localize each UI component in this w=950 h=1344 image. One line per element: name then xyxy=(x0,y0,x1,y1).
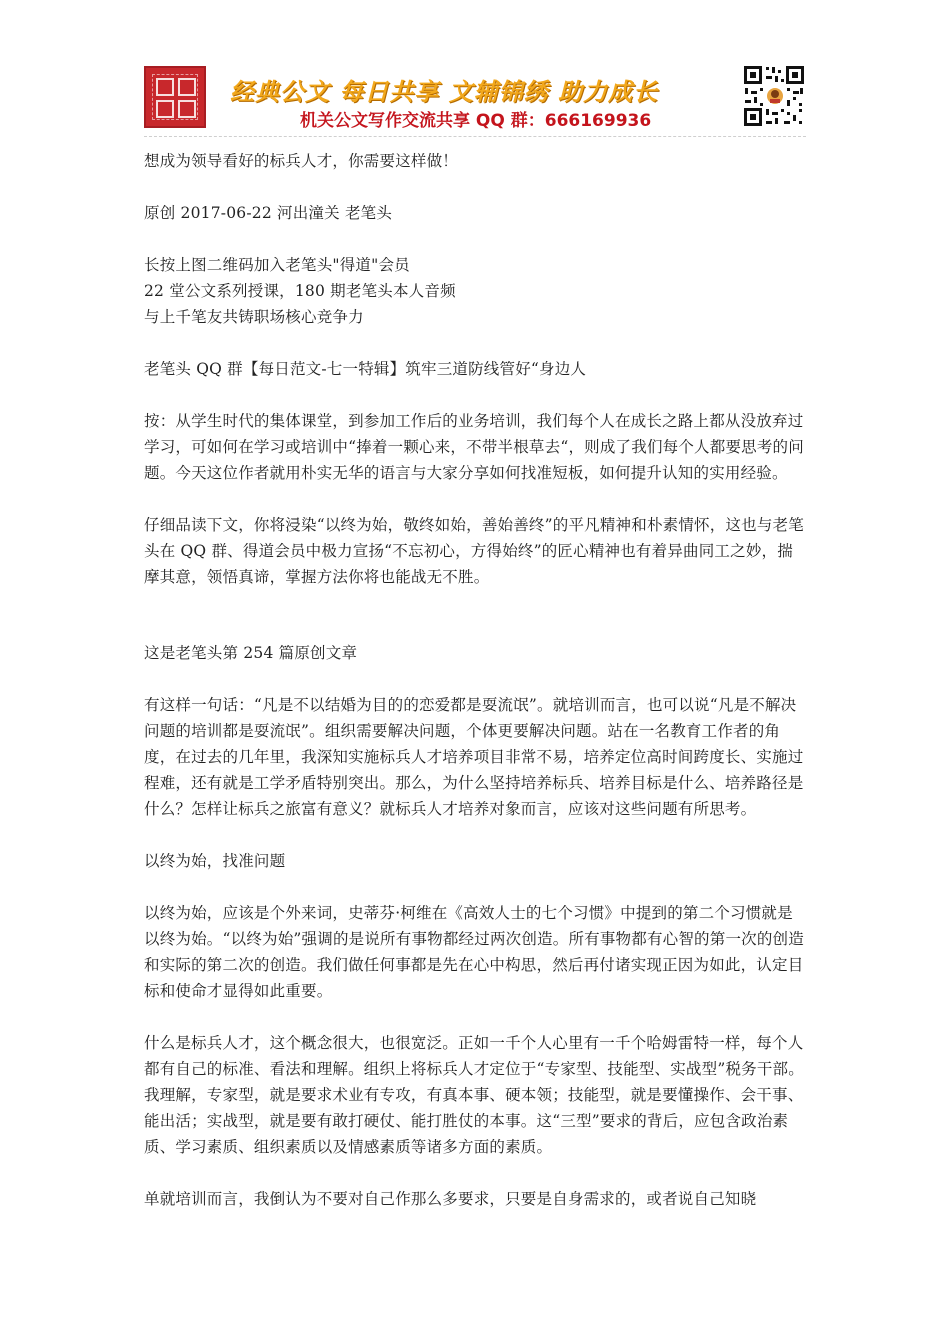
body-paragraph: 什么是标兵人才，这个概念很大，也很宽泛。正如一千个人心里有一千个哈姆雷特一样，每个人都有自己的标准、看法和理解。组织上将标兵人才定位于“专家型、技能型、实战型”税务干部。我理解，专家型，就是要求术业有专攻，有真本事、硬本领；技能型，就是要懂操作、会干事、能出活；实战型，就是要有敢打硬仗、能打胜仗的本事。这“三型”要求的背后，应包含政治素质、学习素质、组织素质以及情感素质等诸多方面的素质。 xyxy=(144,1034,804,1156)
promo-line: 长按上图二维码加入老笔头"得道"会员 xyxy=(144,256,410,274)
article-title: 想成为领导看好的标兵人才，你需要这样做！ xyxy=(144,152,459,170)
original-note: 这是老笔头第 254 篇原创文章 xyxy=(144,644,358,662)
intro-paragraph: 仔细品读下文，你将浸染“以终为始，敬终如始，善始善终”的平凡精神和朴素情怀，这也与老笔头在 QQ 群、得道会员中极力宣扬“不忘初心，方得始终”的匠心精神也有着异曲同工之妙，揣摩其意，领悟真谛，掌握方法你将也能战无不胜。 xyxy=(144,516,804,586)
header-divider xyxy=(144,136,806,137)
article-byline: 原创 2017-06-22 河出潼关 老笔头 xyxy=(144,204,393,222)
section-heading: 以终为始，找准问题 xyxy=(144,852,286,870)
banner-slogan: 经典公文 每日共享 文辅锦绣 助力成长 xyxy=(230,78,659,106)
banner-qq-group: 机关公文写作交流共享 QQ 群：666169936 xyxy=(300,111,652,131)
intro-paragraph: 按：从学生时代的集体课堂，到参加工作后的业务培训，我们每个人在成长之路上都从没放弃过学习，可如何在学习或培训中“捧着一颗心来，不带半根草去“，则成了我们每个人都要思考的问题。今天这位作者就用朴实无华的语言与大家分享如何找准短板，如何提升认知的实用经验。 xyxy=(144,412,804,482)
series-note: 老笔头 QQ 群【每日范文-七一特辑】筑牢三道防线管好“身边人 xyxy=(144,360,587,378)
body-paragraph: 以终为始，应该是个外来词，史蒂芬·柯维在《高效人士的七个习惯》中提到的第二个习惯就是以终为始。“以终为始”强调的是说所有事物都经过两次创造。所有事物都有心智的第一次的创造和实际的第二次的创造。我们做任何事都是先在心中构思，然后再付诸实现正因为如此，认定目标和使命才显得如此重要。 xyxy=(144,904,804,1000)
seal-logo-icon xyxy=(144,66,206,128)
promo-line: 与上千笔友共铸职场核心竞争力 xyxy=(144,308,364,326)
header-banner xyxy=(144,64,806,134)
body-paragraph: 有这样一句话：“凡是不以结婚为目的的恋爱都是耍流氓”。就培训而言，也可以说“凡是不解决问题的培训都是耍流氓”。组织需要解决问题，个体更要解决问题。站在一名教育工作者的角度，在过去的几年里，我深知实施标兵人才培养项目非常不易，培养定位高时间跨度长、实施过程难，还有就是工学矛盾特别突出。那么，为什么坚持培养标兵、培养目标是什么、培养路径是什么？怎样让标兵之旅富有意义？就标兵人才培养对象而言，应该对这些问题有所思考。 xyxy=(144,696,804,818)
promo-line: 22 堂公文系列授课，180 期老笔头本人音频 xyxy=(144,282,456,300)
qr-code-icon xyxy=(742,64,806,128)
article-body xyxy=(144,148,806,1212)
body-paragraph: 单就培训而言，我倒认为不要对自己作那么多要求，只要是自身需求的，或者说自己知晓 xyxy=(144,1190,757,1208)
